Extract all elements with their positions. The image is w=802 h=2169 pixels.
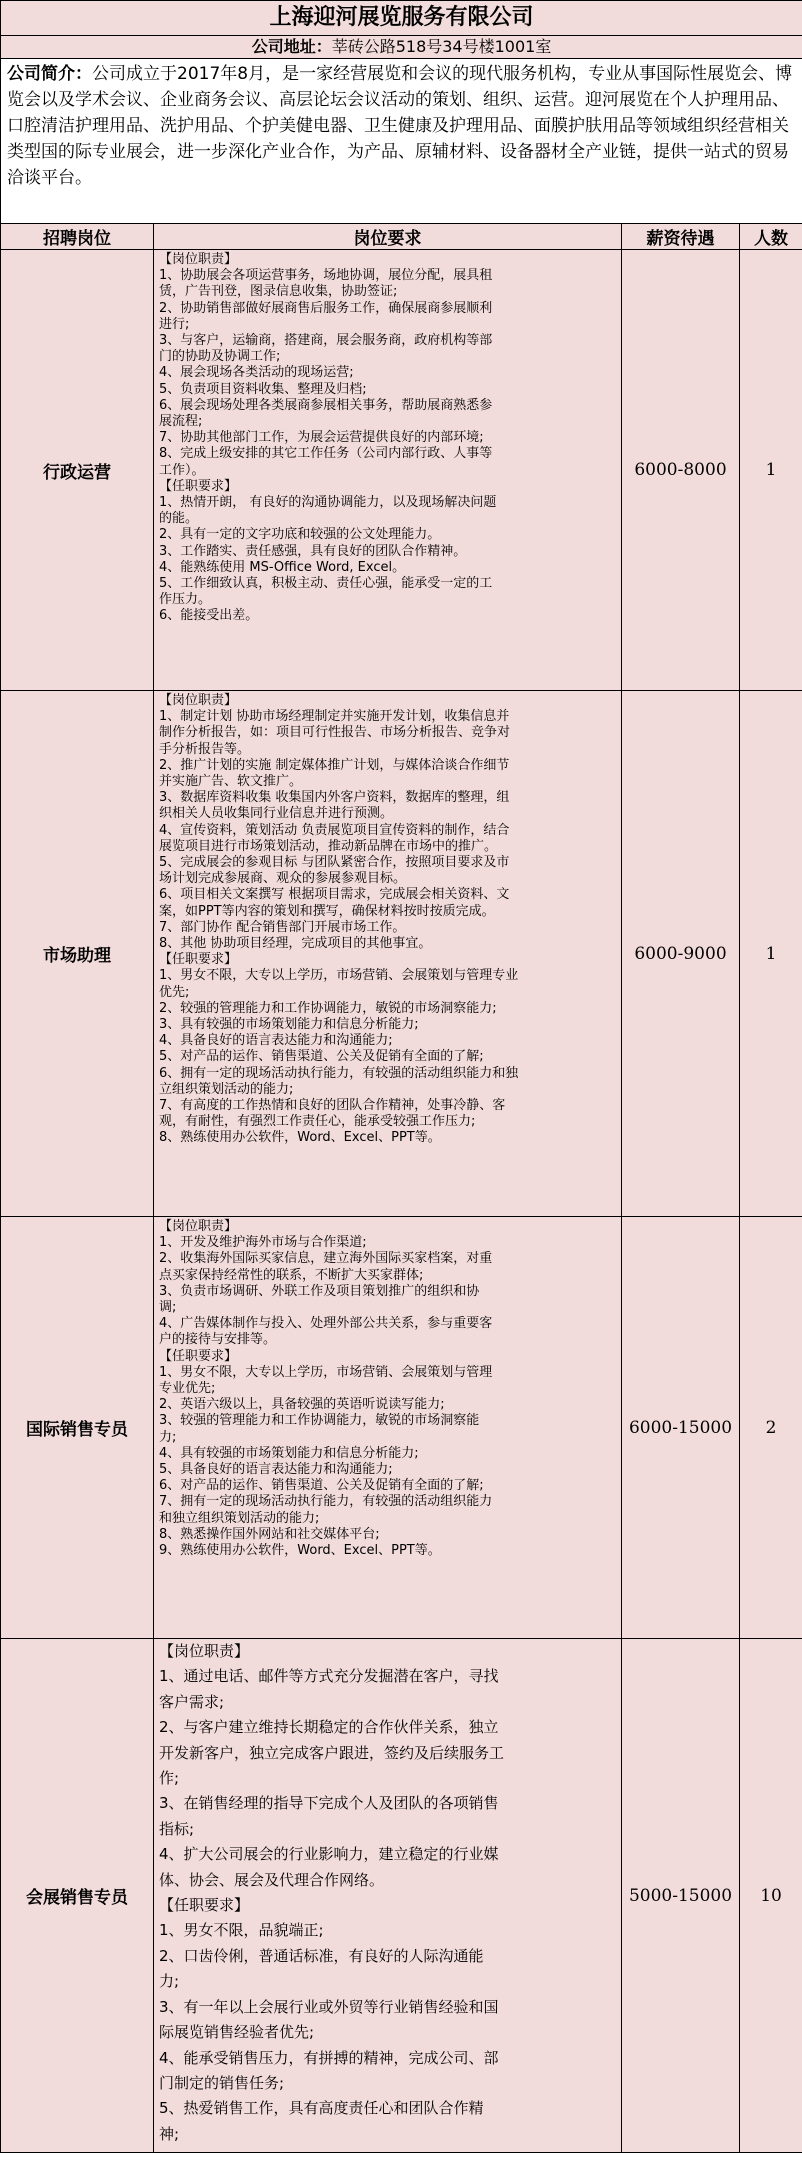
position-name: 市场助理 xyxy=(1,691,154,1217)
requirement-line: 并实施广告、软文推广。 xyxy=(159,774,303,790)
requirement-line: 4、具有较强的市场策划能力和信息分析能力; xyxy=(159,1445,419,1461)
requirement-line: 8、熟练使用办公软件，Word、Excel、PPT等。 xyxy=(159,1130,441,1146)
requirement-line: 【岗位职责】 xyxy=(159,252,238,267)
table-row xyxy=(1,691,802,1217)
requirement-line: 5、完成展会的参观目标 与团队紧密合作，按照项目要求及市 xyxy=(159,855,510,871)
requirement-line: 优先; xyxy=(159,984,190,1000)
requirement-line: 5、对产品的运作、销售渠道、公关及促销有全面的了解; xyxy=(159,1049,484,1065)
headcount-value: 2 xyxy=(740,1217,802,1639)
headcount-value: 1 xyxy=(740,691,802,1217)
requirement-line: 3、在销售经理的指导下完成个人及团队的各项销售 xyxy=(159,1794,499,1813)
requirement-line: 际展览销售经验者优先; xyxy=(159,2023,315,2042)
salary-value: 6000-15000 xyxy=(622,1217,740,1639)
requirement-line: 9、熟练使用办公软件，Word、Excel、PPT等。 xyxy=(159,1543,441,1559)
requirement-line: 【岗位职责】 xyxy=(159,1642,250,1660)
requirement-line: 1、男女不限，大专以上学历，市场营销、会展策划与管理专业 xyxy=(159,968,519,984)
requirement-line: 专业优先; xyxy=(159,1381,216,1397)
requirement-line: 3、工作踏实、责任感强，具有良好的团队合作精神。 xyxy=(159,543,467,559)
requirement-line: 2、与客户建立维持长期稳定的合作伙伴关系，独立 xyxy=(159,1718,499,1737)
requirement-line: 2、英语六级以上，具备较强的英语听说读写能力; xyxy=(159,1397,445,1413)
requirement-line: 立组织策划活动的能力; xyxy=(159,1081,294,1097)
intro-text: 公司成立于2017年8月，是一家经营展览和会议的现代服务机构，专业从事国际性展览会、博览会以及学术会议、企业商务会议、高层论坛会议活动的策划、组织、运营。迎河展览在个人护理用品、口腔清洁护理用品、洗护用品、个护美健电器、卫生健康及护理用品、面膜护肤用品等领域组织经营相关类型国的际专业展会，进一步深化产业合作，为产品、原辅材料、设备器材全产业链，提供一站式的贸易洽谈平台。 xyxy=(7,64,793,188)
requirement-line: 8、其他 协助项目经理，完成项目的其他事宜。 xyxy=(159,936,432,952)
requirement-line: 1、男女不限，品貌端正; xyxy=(159,1921,324,1940)
company-address xyxy=(1,36,802,59)
requirement-line: 4、扩大公司展会的行业影响力，建立稳定的行业媒 xyxy=(159,1845,499,1864)
requirement-line: 1、男女不限，大专以上学历，市场营销、会展策划与管理 xyxy=(159,1364,493,1380)
header-salary: 薪资待遇 xyxy=(622,224,740,250)
header-position: 招聘岗位 xyxy=(1,224,154,250)
requirement-line: 户的接待与安排等。 xyxy=(159,1332,277,1348)
requirement-line: 2、推广计划的实施 制定媒体推广计划，与媒体洽谈合作细节 xyxy=(159,757,510,773)
requirement-line: 手分析报告等。 xyxy=(159,741,251,757)
requirement-line: 【任职要求】 xyxy=(159,1348,238,1364)
address-label: 公司地址： xyxy=(251,37,332,56)
requirement-line: 3、与客户，运输商，搭建商，展会服务商，政府机构等部 xyxy=(159,333,493,349)
requirement-line: 【岗位职责】 xyxy=(159,693,238,708)
headcount-value: 1 xyxy=(740,250,802,691)
requirement-line: 5、工作细致认真，积极主动、责任心强，能承受一定的工 xyxy=(159,576,493,592)
requirement-line: 6、项目相关文案撰写 根据项目需求，完成展会相关资料、文 xyxy=(159,887,510,903)
headcount-value: 10 xyxy=(740,1639,802,2153)
requirement-line: 作; xyxy=(159,1769,180,1788)
requirement-line: 6、能接受出差。 xyxy=(159,608,259,624)
requirement-line: 6、拥有一定的现场活动执行能力，有较强的活动组织能力和独 xyxy=(159,1065,519,1081)
requirement-line: 3、数据库资料收集 收集国内外客户资料，数据库的整理，组 xyxy=(159,790,510,806)
requirement-line: 1、通过电话、邮件等方式充分发掘潜在客户，寻找 xyxy=(159,1667,499,1686)
requirement-line: 观，有耐性，有强烈工作责任心，能承受较强工作压力; xyxy=(159,1114,476,1130)
requirement-line: 8、完成上级安排的其它工作任务（公司内部行政、人事等 xyxy=(159,446,493,462)
salary-value: 6000-8000 xyxy=(622,250,740,691)
requirement-line: 调; xyxy=(159,1300,177,1316)
requirement-line: 1、协助展会各项运营事务，场地协调，展位分配，展具租 xyxy=(159,268,493,284)
requirements-cell xyxy=(154,1639,622,2153)
requirement-line: 7、有高度的工作热情和良好的团队合作精神，处事冷静、客 xyxy=(159,1098,506,1114)
requirement-line: 3、有一年以上会展行业或外贸等行业销售经验和国 xyxy=(159,1997,499,2016)
company-name: 上海迎河展览服务有限公司 xyxy=(1,1,802,36)
salary-value: 5000-15000 xyxy=(622,1639,740,2153)
requirements-cell xyxy=(154,250,622,691)
header-requirements: 岗位要求 xyxy=(154,224,622,250)
requirement-line: 7、部门协作 配合销售部门开展市场工作。 xyxy=(159,919,406,935)
requirement-line: 案，如PPT等内容的策划和撰写，确保材料按时按质完成。 xyxy=(159,903,495,919)
requirement-line: 赁，广告刊登，图录信息收集，协助签证; xyxy=(159,284,398,300)
requirement-line: 5、负责项目资料收集、整理及归档; xyxy=(159,381,367,397)
requirement-line: 力; xyxy=(159,1972,180,1991)
requirement-line: 【任职要求】 xyxy=(159,1896,250,1915)
requirement-line: 神; xyxy=(159,2124,180,2143)
requirement-line: 7、协助其他部门工作，为展会运营提供良好的内部环境; xyxy=(159,430,484,446)
requirement-line: 1、热情开朗， 有良好的沟通协调能力，以及现场解决问题 xyxy=(159,495,497,511)
requirement-line: 4、能承受销售压力，有拼搏的精神，完成公司、部 xyxy=(159,2048,499,2067)
requirement-line: 6、对产品的运作、销售渠道、公关及促销有全面的了解; xyxy=(159,1478,484,1494)
requirement-line: 5、热爱销售工作，具有高度责任心和团队合作精 xyxy=(159,2099,484,2118)
requirement-line: 进行; xyxy=(159,316,190,332)
requirement-line: 7、拥有一定的现场活动执行能力，有较强的活动组织能力 xyxy=(159,1494,493,1510)
requirement-line: 点买家保持经常性的联系，不断扩大买家群体; xyxy=(159,1267,424,1283)
requirement-line: 6、展会现场处理各类展商参展相关事务，帮助展商熟悉参 xyxy=(159,397,493,413)
requirement-line: 展览项目进行市场策划活动，推动新品牌在市场中的推广。 xyxy=(159,838,498,854)
requirement-line: 【任职要求】 xyxy=(159,952,238,968)
table-row xyxy=(1,1639,802,2153)
salary-value: 6000-9000 xyxy=(622,691,740,1217)
requirement-line: 【任职要求】 xyxy=(159,478,238,494)
intro-label: 公司简介： xyxy=(7,64,92,84)
requirement-line: 2、收集海外国际买家信息，建立海外国际买家档案，对重 xyxy=(159,1251,493,1267)
requirement-line: 1、制定计划 协助市场经理制定并实施开发计划，收集信息并 xyxy=(159,709,510,725)
header-count: 人数 xyxy=(740,224,802,250)
requirement-line: 5、具备良好的语言表达能力和沟通能力; xyxy=(159,1462,393,1478)
position-name: 国际销售专员 xyxy=(1,1217,154,1639)
address-text: 莘砖公路518号34号楼1001室 xyxy=(331,37,552,56)
requirement-line: 指标; xyxy=(159,1819,195,1838)
table-row xyxy=(1,250,802,691)
requirement-line: 2、具有一定的文字功底和较强的公文处理能力。 xyxy=(159,527,441,543)
requirement-line: 4、宣传资料，策划活动 负责展览项目宣传资料的制作，结合 xyxy=(159,822,510,838)
requirement-line: 力; xyxy=(159,1429,177,1445)
requirement-line: 1、开发及维护海外市场与合作渠道; xyxy=(159,1235,367,1251)
requirement-line: 开发新客户，独立完成客户跟进，签约及后续服务工 xyxy=(159,1743,505,1762)
requirement-line: 展流程; xyxy=(159,414,203,430)
requirement-line: 体、协会、展会及代理合作网络。 xyxy=(159,1870,385,1889)
position-name: 行政运营 xyxy=(1,250,154,691)
requirement-line: 3、负责市场调研、外联工作及项目策划推广的组织和协 xyxy=(159,1283,480,1299)
position-name: 会展销售专员 xyxy=(1,1639,154,2153)
requirement-line: 2、口齿伶俐，普通话标准，有良好的人际沟通能 xyxy=(159,1946,484,1965)
requirement-line: 门制定的销售任务; xyxy=(159,2073,285,2092)
requirement-line: 4、能熟练使用 MS-Office Word, Excel。 xyxy=(159,559,406,575)
requirement-line: 4、广告媒体制作与投入、处理外部公共关系，参与重要客 xyxy=(159,1316,493,1332)
requirement-line: 客户需求; xyxy=(159,1692,225,1711)
requirement-line: 场计划完成参展商、观众的参展参观目标。 xyxy=(159,871,407,887)
requirement-line: 3、较强的管理能力和工作协调能力，敏锐的市场洞察能 xyxy=(159,1413,480,1429)
requirement-line: 的能。 xyxy=(159,511,199,527)
table-row xyxy=(1,1217,802,1639)
requirements-cell xyxy=(154,691,622,1217)
requirement-line: 门的协助及协调工作; xyxy=(159,349,281,365)
requirement-line: 8、熟悉操作国外网站和社交媒体平台; xyxy=(159,1526,380,1542)
requirement-line: 【岗位职责】 xyxy=(159,1219,238,1234)
requirements-cell xyxy=(154,1217,622,1639)
requirement-line: 4、具备良好的语言表达能力和沟通能力; xyxy=(159,1033,393,1049)
requirement-line: 工作）。 xyxy=(159,462,205,478)
requirement-line: 2、较强的管理能力和工作协调能力，敏锐的市场洞察能力; xyxy=(159,1000,497,1016)
requirement-line: 制作分析报告，如：项目可行性报告、市场分析报告、竞争对 xyxy=(159,725,511,741)
company-intro xyxy=(1,59,802,224)
requirement-line: 作压力。 xyxy=(159,592,212,608)
requirement-line: 织相关人员收集同行业信息并进行预测。 xyxy=(159,806,394,822)
requirement-line: 4、展会现场各类活动的现场运营; xyxy=(159,365,354,381)
requirement-line: 3、具有较强的市场策划能力和信息分析能力; xyxy=(159,1017,419,1033)
table-header-row xyxy=(1,224,802,250)
requirement-line: 2、协助销售部做好展商售后服务工作，确保展商参展顺利 xyxy=(159,300,493,316)
requirement-line: 和独立组织策划活动的能力; xyxy=(159,1510,320,1526)
